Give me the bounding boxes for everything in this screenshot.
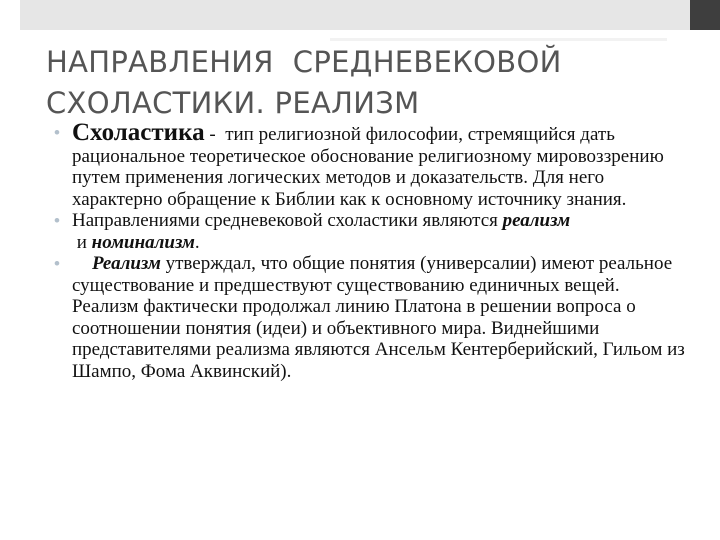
bullet-item-directions bbox=[50, 210, 690, 253]
top-decor-bar bbox=[20, 0, 690, 30]
bullet-item-realism bbox=[50, 253, 690, 382]
bullet-icon: • bbox=[54, 254, 60, 273]
term-realism-heading: Реализм bbox=[92, 253, 161, 274]
term-realism: реализм bbox=[502, 210, 571, 231]
slide-title bbox=[46, 42, 646, 124]
bullet-icon: • bbox=[54, 211, 60, 230]
corner-decor-block bbox=[690, 0, 720, 30]
slide-body bbox=[50, 119, 690, 382]
term-dash: - bbox=[204, 124, 221, 145]
scholasticism-definition: тип религиозной философии, стремящийся дать рациональное теоретическое обоснование религиозному мировоззрению путем применения логических методов и доказательств. Для него характерно обращение к Библии как к основному источнику знания. bbox=[72, 124, 664, 210]
title-line-2: СХОЛАСТИКИ. РЕАЛИЗМ bbox=[46, 86, 420, 120]
title-line-1: НАПРАВЛЕНИЯ СРЕДНЕВЕКОВОЙ bbox=[46, 45, 562, 79]
bullet-item-scholasticism bbox=[50, 119, 690, 210]
directions-text: Направлениями средневековой схоластики являются bbox=[72, 210, 503, 231]
directions-end: . bbox=[194, 231, 200, 253]
term-scholasticism: Схоластика bbox=[72, 119, 205, 146]
bullet-icon: • bbox=[54, 123, 60, 142]
conjunction: и bbox=[72, 231, 92, 253]
realism-definition: утверждал, что общие понятия (универсалии) имеют реальное существование и предшествуют существованию единичных вещей. Реализм фактически продолжал линию Платона в решении вопроса о соотношении понятия (идеи) и объективного мира. Виднейшими представителями реализма являются Ансельм Кентерберийский, Гильом из Шампо, Фома Аквинский). bbox=[72, 253, 685, 382]
term-nominalism: номинализм bbox=[91, 231, 195, 253]
title-rule bbox=[330, 38, 667, 41]
